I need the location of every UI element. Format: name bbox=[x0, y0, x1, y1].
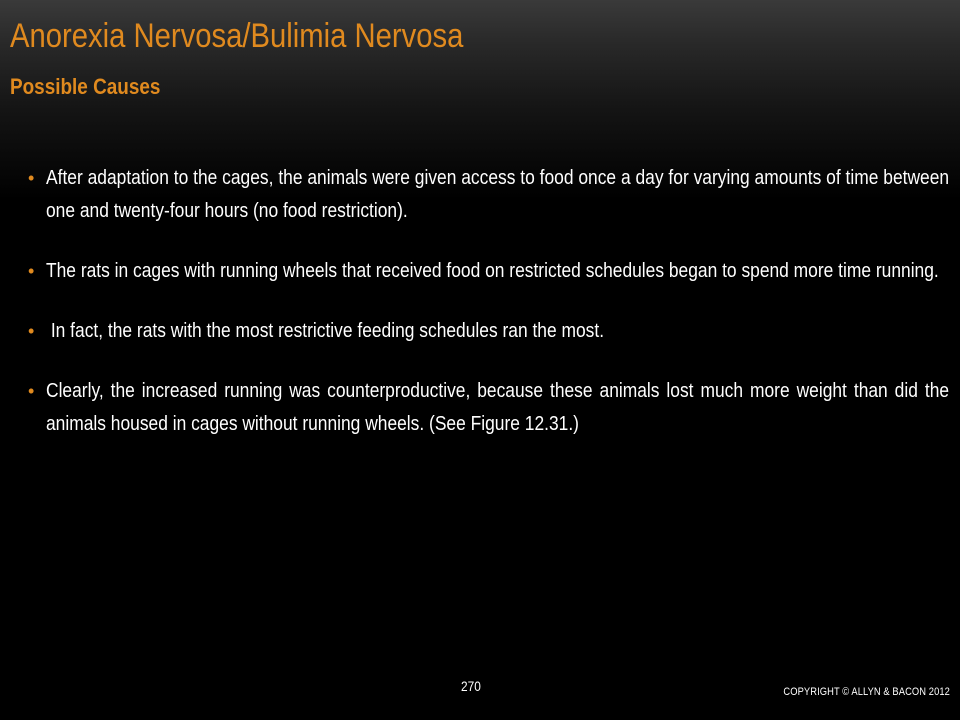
bullet-icon: • bbox=[28, 261, 35, 281]
bullet-icon: • bbox=[28, 381, 35, 401]
bullet-text: Clearly, the increased running was counterproductive, because these animals lost much more weight than did the animals housed in cages without running wheels. (See Figure 12.31.) bbox=[46, 380, 950, 435]
bullet-icon: • bbox=[28, 321, 35, 341]
slide-title: Anorexia Nervosa/Bulimia Nervosa bbox=[10, 17, 464, 55]
bullet-text: After adaptation to the cages, the animals were given access to food once a day for varying amounts of time between one and twenty-four hours (no food restriction). bbox=[46, 167, 950, 222]
slide-subtitle: Possible Causes bbox=[10, 74, 161, 99]
bullet-text: The rats in cages with running wheels that received food on restricted schedules began to spend more time running. bbox=[46, 260, 939, 282]
bullet-item bbox=[28, 315, 950, 348]
copyright-notice: COPYRIGHT © ALLYN & BACON 2012 bbox=[783, 686, 950, 698]
page-number: 270 bbox=[461, 678, 481, 694]
bullet-item bbox=[28, 375, 950, 441]
bullet-list bbox=[28, 162, 950, 468]
bullet-icon: • bbox=[28, 168, 35, 188]
bullet-item bbox=[28, 162, 950, 228]
bullet-item bbox=[28, 255, 950, 288]
bullet-text: In fact, the rats with the most restrictive feeding schedules ran the most. bbox=[46, 320, 605, 342]
